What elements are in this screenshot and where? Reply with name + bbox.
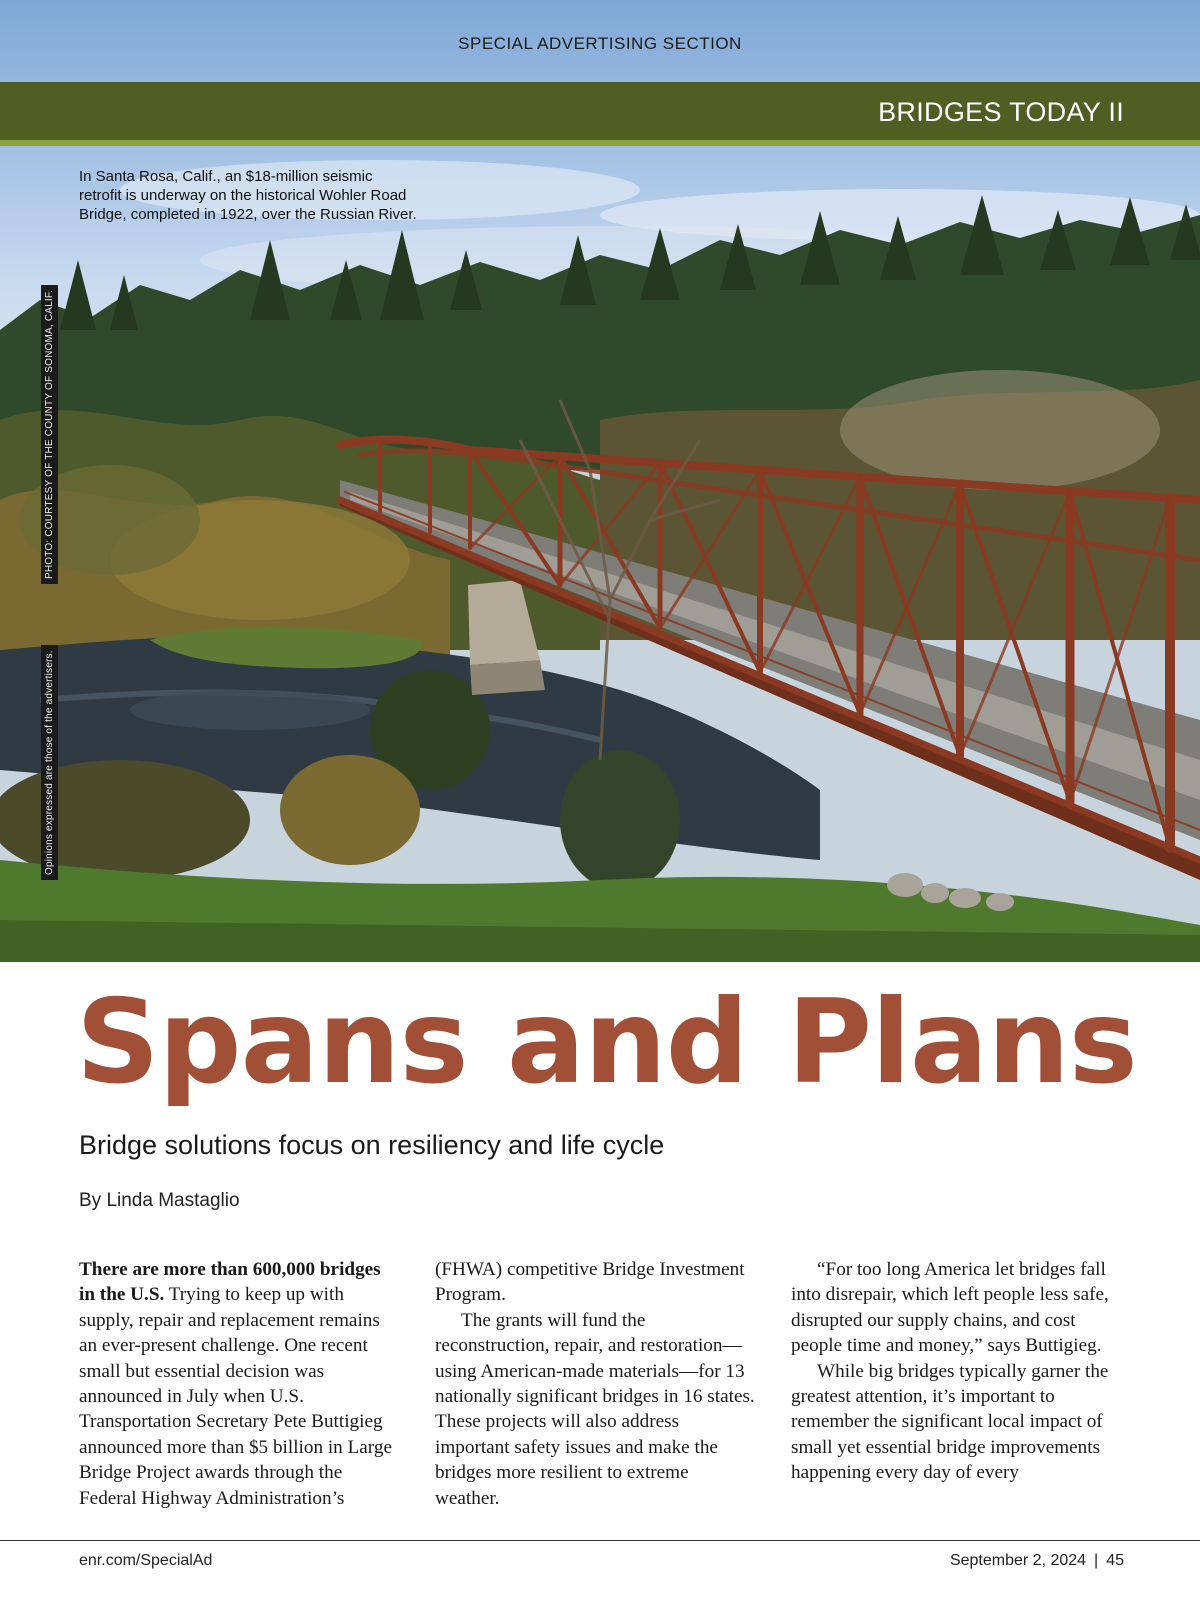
special-section-label: SPECIAL ADVERTISING SECTION — [458, 34, 742, 53]
footer-date: September 2, 2024 — [949, 1552, 1087, 1569]
paragraph-text: Trying to keep up with supply, repair and replacement remains an ever-present challenge. One recent small but essential decision was announced in July when U.S. Transportation Secretary Pete Buttigieg announced more than $5 billion in Large Bridge Project awards through the Federal Highway Administration’s — [79, 1284, 392, 1509]
photo-credit: PHOTO: COURTESY OF THE COUNTY OF SONOMA, CALIF. — [41, 285, 58, 584]
paragraph: While big bridges typically garner the greatest attention, it’s important to remember the significant local impact of small yet essential bridge improvements happening every day of every — [791, 1360, 1109, 1484]
paragraph — [79, 1257, 399, 1511]
footer-separator: | — [1094, 1552, 1099, 1569]
section-title: BRIDGES TODAY II — [878, 97, 1124, 127]
body-column-1 — [79, 1257, 399, 1511]
paragraph: The grants will fund the reconstruction, repair, and restoration—using American-made materials—for 13 nationally significant bridges in 16 states. These projects will also address important safety issues and make the bridges more resilient to extreme weather. — [435, 1309, 755, 1509]
footer-url: enr.com/SpecialAd — [79, 1552, 213, 1569]
advertiser-disclaimer: Opinions expressed are those of the advertisers. — [41, 645, 58, 880]
article-headline: Spans and Plans — [76, 975, 1137, 1110]
body-column-2 — [435, 1257, 755, 1511]
lead-in: There are more than 600,000 bridges in the U.S. — [79, 1259, 381, 1306]
body-column-3 — [791, 1257, 1111, 1486]
article-subhead: Bridge solutions focus on resiliency and life cycle — [79, 1130, 665, 1160]
footer-page-info — [950, 1552, 1124, 1570]
footer-rule — [0, 1540, 1200, 1541]
photo-caption: In Santa Rosa, Calif., an $18-million seismic retrofit is underway on the historical Wohler Road Bridge, completed in 1922, over the Russian River. — [79, 168, 417, 223]
paragraph: (FHWA) competitive Bridge Investment Program. — [435, 1259, 745, 1306]
article-byline: By Linda Mastaglio — [79, 1190, 240, 1211]
section-band — [0, 82, 1200, 146]
page-number: 45 — [1106, 1552, 1124, 1569]
paragraph: “For too long America let bridges fall into disrepair, which left people less safe, disrupted our supply chains, and cost people time and money,” says Buttigieg. — [791, 1259, 1109, 1357]
